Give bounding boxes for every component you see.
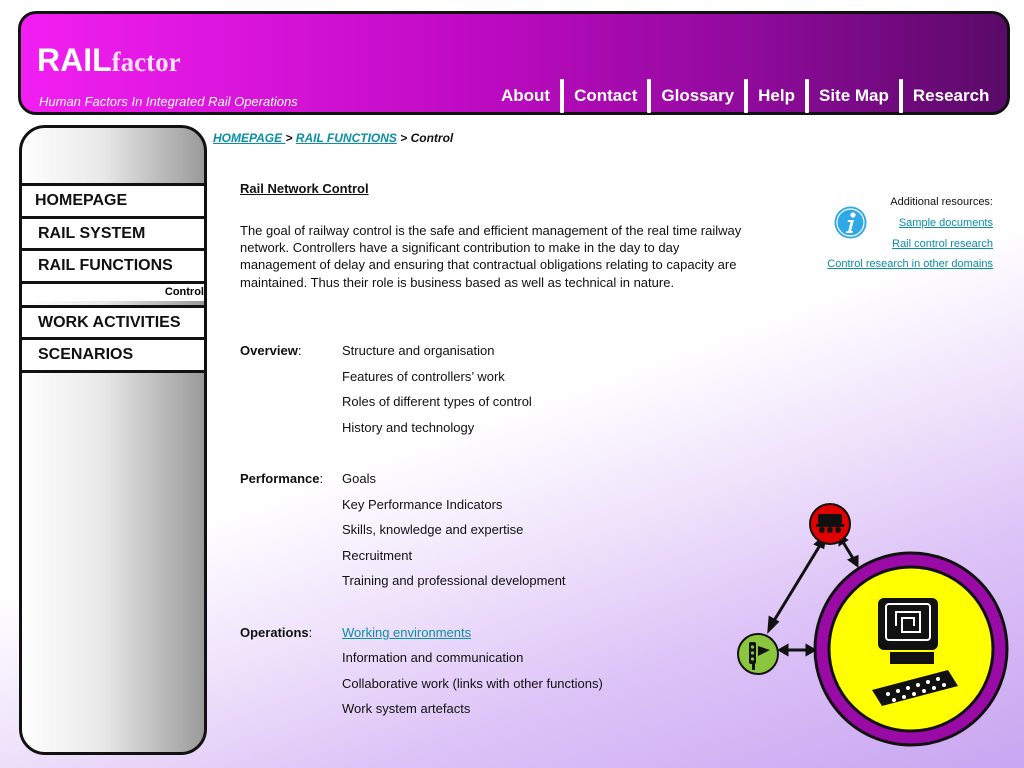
sidebar [19, 125, 207, 755]
nav-research[interactable]: Research [912, 86, 990, 105]
performance-label [240, 471, 323, 486]
sidebar-item-rail-system[interactable]: RAIL SYSTEM [22, 216, 207, 252]
performance-item[interactable]: Training and professional development [342, 573, 566, 588]
breadcrumb-separator: > [285, 131, 296, 145]
site-logo[interactable] [37, 42, 181, 79]
breadcrumb-home-link[interactable]: HOMEPAGE [213, 131, 286, 145]
sidebar-item-rail-functions[interactable]: RAIL FUNCTIONS [22, 248, 207, 284]
intro-paragraph: The goal of railway control is the safe and efficient management of the real time railway network. Controllers have a significant contribution to make in the day to day management of delay and ensuring that contractual obligations relating to capacity are maintained. Thus their role is business based as well as technical in nature. [240, 223, 742, 290]
performance-item[interactable]: Recruitment [342, 548, 413, 563]
performance-item[interactable]: Skills, knowledge and expertise [342, 522, 524, 537]
resource-link-other-domains[interactable]: Control research in other domains [827, 258, 993, 270]
operations-colon: : [308, 625, 313, 640]
overview-item[interactable]: Roles of different types of control [342, 394, 532, 409]
breadcrumb [213, 131, 453, 145]
nav-contact[interactable]: Contact [574, 86, 638, 105]
nav-site-map[interactable]: Site Map [818, 86, 889, 105]
site-header [18, 11, 1010, 115]
sidebar-item-scenarios[interactable]: SCENARIOS [22, 337, 207, 373]
resource-link-rail-control-research[interactable]: Rail control research [892, 238, 993, 250]
operations-label [240, 625, 312, 640]
operations-item[interactable]: Work system artefacts [342, 701, 471, 716]
sidebar-subitem-control[interactable]: Control [22, 284, 207, 301]
breadcrumb-functions-link[interactable]: RAIL FUNCTIONS [295, 131, 397, 145]
resource-link-sample-documents[interactable]: Sample documents [898, 217, 993, 229]
overview-item[interactable]: Features of controllers’ work [342, 369, 505, 384]
overview-colon: : [297, 343, 302, 358]
control-diagram [730, 500, 1024, 768]
page-title: Rail Network Control [240, 181, 369, 196]
breadcrumb-current: Control [410, 131, 454, 145]
info-icon [834, 206, 867, 239]
breadcrumb-separator: > [396, 131, 411, 145]
performance-colon: : [319, 471, 324, 486]
overview-label-text: Overview [240, 343, 298, 358]
sidebar-item-homepage[interactable]: HOMEPAGE [22, 183, 207, 219]
operations-item[interactable]: Collaborative work (links with other functions) [342, 676, 603, 691]
performance-label-text: Performance [240, 471, 320, 486]
site-tagline: Human Factors In Integrated Rail Operations [39, 94, 298, 109]
top-navigation [491, 78, 999, 114]
nav-help[interactable]: Help [758, 86, 795, 105]
logo-rail: RAIL [37, 42, 112, 78]
train-icon [816, 514, 844, 533]
operations-label-text: Operations [240, 625, 309, 640]
nav-about[interactable]: About [501, 86, 551, 105]
overview-item[interactable]: Structure and organisation [342, 343, 495, 358]
overview-label [240, 343, 301, 358]
nav-glossary[interactable]: Glossary [661, 86, 735, 105]
resources-heading: Additional resources: [890, 196, 993, 208]
logo-factor: factor [111, 47, 181, 77]
operations-item[interactable]: Information and communication [342, 650, 524, 665]
performance-item[interactable]: Goals [342, 471, 376, 486]
sidebar-item-work-activities[interactable]: WORK ACTIVITIES [22, 305, 207, 341]
operations-item-working-environments-link[interactable]: Working environments [342, 625, 472, 640]
overview-item[interactable]: History and technology [342, 420, 475, 435]
performance-item[interactable]: Key Performance Indicators [342, 497, 503, 512]
